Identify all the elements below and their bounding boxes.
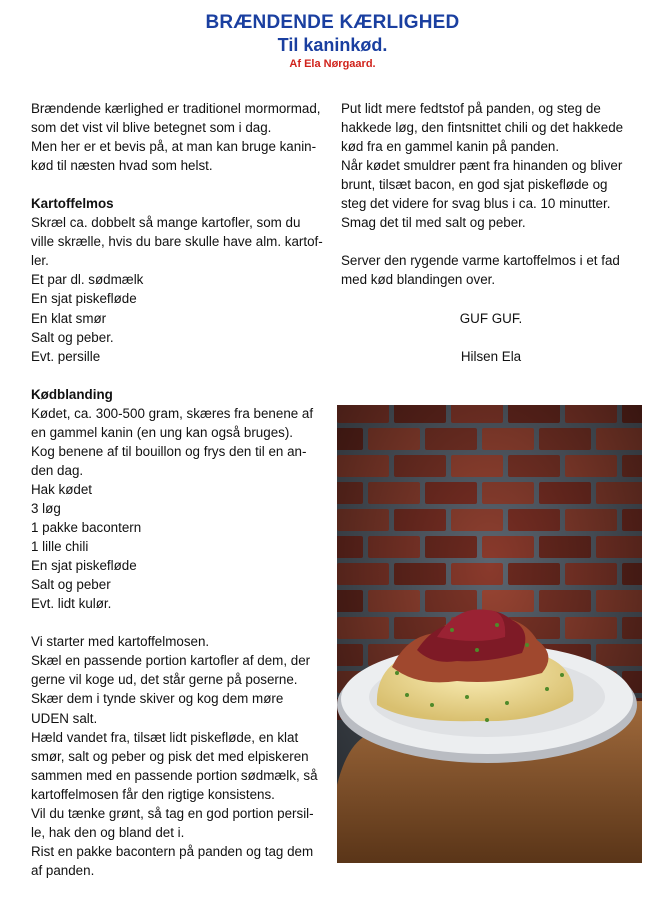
serve-line: med kød blandingen over. xyxy=(341,272,496,288)
ingredient-line: 3 løg xyxy=(31,500,61,516)
spacer xyxy=(341,328,641,347)
method-line: Når kødet smuldrer pænt fra hinanden og bliver xyxy=(341,158,623,174)
method-line: kartoffelmosen får den rigtige konsistens. xyxy=(31,786,275,802)
greeting-text: Hilsen Ela xyxy=(460,348,522,364)
ingredient-line: en gammel kanin (en ung kan også bruges). xyxy=(31,424,294,440)
method-line: steg det videre for svag blus i ca. 10 minutter. xyxy=(341,196,611,212)
method-line: Hæld vandet fra, tilsæt lidt piskefløde, en klat xyxy=(31,729,299,745)
ingredient-line: Hak kødet xyxy=(31,481,93,497)
intro-line: kød til næsten hvad som helst. xyxy=(31,158,213,174)
spacer xyxy=(341,289,641,308)
method-line: Put lidt mere fedtstof på panden, og steg de xyxy=(341,101,601,116)
recipe-title: BRÆNDENDE KÆRLIGHED xyxy=(205,12,460,33)
method-line: Vi starter med kartoffelmosen. xyxy=(31,634,210,650)
method-line: Rist en pakke bacontern på panden og tag dem xyxy=(31,843,314,859)
spacer xyxy=(341,232,641,251)
ingredient-line: En sjat piskefløde xyxy=(31,291,137,307)
method-line: le, hak den og bland det i. xyxy=(31,824,185,840)
ingredient-line: Et par dl. sødmælk xyxy=(31,272,144,288)
ingredient-line: Salt og peber xyxy=(31,577,111,593)
ingredient-line: 1 lille chili xyxy=(31,539,89,555)
ingredient-line: Kødet, ca. 300-500 gram, skæres fra benene af xyxy=(31,405,314,421)
spacer xyxy=(31,175,331,194)
method-line: hakkede løg, den fintsnittet chili og det hakkede xyxy=(341,120,624,136)
method-line: kød fra en gammel kanin på panden. xyxy=(341,139,560,155)
section-heading-kartoffelmos: Kartoffelmos xyxy=(31,196,114,212)
ingredient-line: ler. xyxy=(31,253,49,269)
left-column xyxy=(31,99,331,880)
right-column xyxy=(341,99,641,366)
section-heading-koedblanding: Kødblanding xyxy=(31,386,113,402)
ingredient-line: den dag. xyxy=(31,462,84,478)
ingredient-line: ville skrælle, hvis du bare skulle have alm. kartof- xyxy=(31,234,323,250)
method-line: Vil du tænke grønt, så tag en god portion persil- xyxy=(31,805,314,821)
ingredient-line: Skræl ca. dobbelt så mange kartofler, som du xyxy=(31,215,301,231)
ingredient-line: En sjat piskefløde xyxy=(31,558,137,574)
method-line: gerne vil koge ud, det står gerne på poserne. xyxy=(31,672,298,688)
signoff-text: GUF GUF. xyxy=(459,310,523,326)
method-line: brunt, tilsæt bacon, en god sjat piskefløde og xyxy=(341,177,608,193)
ingredient-line: 1 pakke bacontern xyxy=(31,520,142,536)
method-line: smør, salt og peber og pisk det med elpiskeren xyxy=(31,748,309,764)
method-line: Skæl en passende portion kartofler af dem, der xyxy=(31,653,311,669)
method-line: UDEN salt. xyxy=(31,710,98,726)
ingredient-line: Evt. persille xyxy=(31,348,101,364)
intro-line: Brændende kærlighed er traditionel mormormad, xyxy=(31,101,321,116)
method-line: Skær dem i tynde skiver og kog dem møre xyxy=(31,691,284,707)
intro-line: Men her er et bevis på, at man kan bruge kanin- xyxy=(31,139,317,155)
dish-photo xyxy=(337,405,642,863)
method-line: af panden. xyxy=(31,862,95,878)
ingredient-line: En klat smør xyxy=(31,310,107,326)
method-line: sammen med en passende portion sødmælk, så xyxy=(31,767,318,783)
serve-line: Server den rygende varme kartoffelmos i et fad xyxy=(341,253,620,269)
ingredient-line: Evt. lidt kulør. xyxy=(31,596,112,612)
method-line: Smag det til med salt og peber. xyxy=(341,215,526,231)
dish-photo-illustration xyxy=(337,405,642,863)
ingredient-line: Kog benene af til bouillon og frys den til en an- xyxy=(31,443,307,459)
intro-line: som det vist vil blive betegnet som i dag. xyxy=(31,120,272,136)
ingredient-line: Salt og peber. xyxy=(31,329,114,345)
spacer xyxy=(31,613,331,632)
recipe-author: Af Ela Nørgaard. xyxy=(289,58,376,70)
recipe-subtitle: Til kaninkød. xyxy=(277,35,388,55)
recipe-header xyxy=(0,12,665,71)
spacer xyxy=(31,366,331,385)
